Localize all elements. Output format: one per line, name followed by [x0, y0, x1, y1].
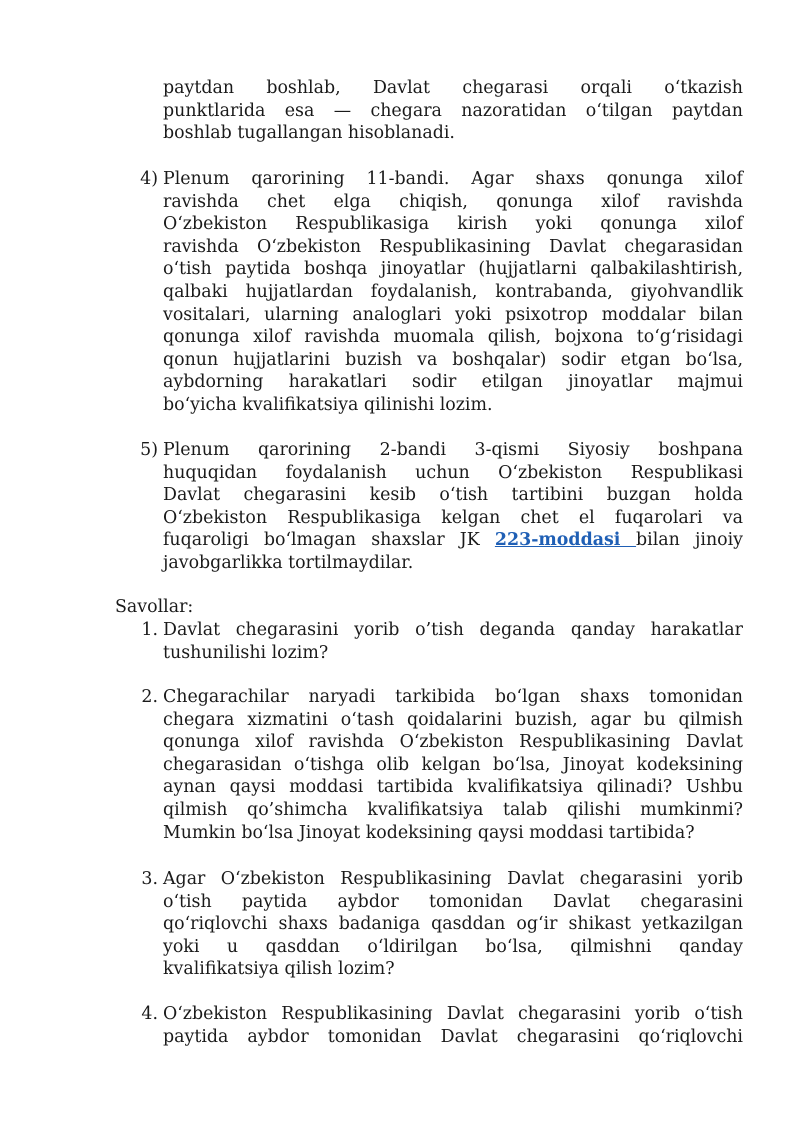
- text-line: chegarasidan o‘tishga olib kelgan bo‘lsa, Jinoyat kodeksining: [163, 754, 743, 775]
- question-number: 1.: [141, 620, 158, 640]
- text-line-with-link: [163, 529, 743, 552]
- text-line: Plenum qarorining 11-bandi. Agar shaxs qonunga xilof: [163, 169, 743, 189]
- text-line: Davlat chegarasini kesib o‘tish tartibini buzgan holda: [163, 485, 743, 506]
- text-line: huquqidan foydalanish uchun O‘zbekiston Respublikasi: [163, 462, 743, 483]
- text-line: O‘zbekiston Respublikasining Davlat chegarasini yorib o‘tish: [163, 1004, 743, 1024]
- questions-heading: Savollar:: [115, 597, 194, 617]
- list-number: 4): [140, 169, 158, 189]
- text-line: boshlab tugallangan hisoblanadi.: [163, 123, 455, 144]
- text-line: Mumkin bo‘lsa Jinoyat kodeksining qaysi moddasi tartibida?: [163, 822, 695, 843]
- list-item-4: [163, 168, 743, 417]
- text-line: yoki u qasddan o‘ldirilgan bo‘lsa, qilmishni qanday: [163, 936, 743, 957]
- list-number: 5): [140, 440, 158, 460]
- text-line: qilmish qo’shimcha kvalifikatsiya talab qilishi mumkinmi?: [163, 799, 743, 820]
- text-line: kvalifikatsiya qilish lozim?: [163, 959, 395, 980]
- question-4: [163, 1003, 743, 1048]
- intro-paragraph: [163, 77, 743, 145]
- text-line: aynan qaysi moddasi tartibida kvalifikatsiya qilinadi? Ushbu: [163, 777, 743, 798]
- text-line: O‘zbekiston Respublikasiga kelgan chet el fuqarolari va: [163, 507, 743, 528]
- text-line: Chegarachilar naryadi tarkibida bo‘lgan shaxs tomonidan: [163, 687, 743, 707]
- question-number: 4.: [141, 1004, 158, 1024]
- text-line: o‘tish paytida aybdor tomonidan Davlat chegarasini: [163, 891, 743, 912]
- text-line: paytida aybdor tomonidan Davlat chegarasini qo‘riqlovchi: [163, 1026, 743, 1047]
- text-line: vositalari, ularning analoglari yoki psixotrop moddalar bilan: [163, 304, 743, 325]
- question-2: [163, 686, 743, 844]
- text-line: chegara xizmatini o‘tash qoidalarini buzish, agar bu qilmish: [163, 709, 743, 730]
- question-number: 3.: [141, 869, 158, 889]
- text-line: Agar O‘zbekiston Respublikasining Davlat chegarasini yorib: [163, 869, 743, 889]
- text-line: ravishda chet elga chiqish, qonunga xilof ravishda: [163, 191, 743, 212]
- text-line: paytdan boshlab, Davlat chegarasi orqali o‘tkazish: [163, 78, 743, 98]
- text-line: javobgarlikka tortilmaydilar.: [163, 552, 414, 573]
- text-line: Plenum qarorining 2-bandi 3-qismi Siyosiy boshpana: [163, 440, 743, 460]
- text-line: qonun hujjatlarini buzish va boshqalar) sodir etgan bo‘lsa,: [163, 349, 743, 370]
- question-3: [163, 868, 743, 981]
- text-line: Davlat chegarasini yorib o’tish deganda qanday harakatlar: [163, 620, 743, 640]
- text-line: qalbaki hujjatlardan foydalanish, kontrabanda, giyohvandlik: [163, 281, 743, 302]
- text-line: punktlarida esa — chegara nazoratidan o‘tilgan paytdan: [163, 100, 743, 121]
- link-prefix: fuqaroligi bo‘lmagan shaxslar JK: [163, 530, 495, 551]
- text-line: qonunga xilof ravishda O‘zbekiston Respublikasining Davlat: [163, 732, 743, 753]
- text-line: qo‘riqlovchi shaxs badaniga qasddan og‘ir shikast yetkazilgan: [163, 914, 743, 935]
- text-line: bo‘yicha kvalifikatsiya qilinishi lozim.: [163, 394, 493, 415]
- text-line: tushunilishi lozim?: [163, 642, 329, 663]
- list-item-5: [163, 439, 743, 575]
- text-line: aybdorning harakatlari sodir etilgan jinoyatlar majmui: [163, 372, 743, 393]
- text-line: O‘zbekiston Respublikasiga kirish yoki qonunga xilof: [163, 214, 743, 235]
- article-223-link[interactable]: 223-moddasi: [494, 530, 637, 551]
- link-suffix: bilan jinoiy: [636, 530, 743, 551]
- question-number: 2.: [141, 687, 158, 707]
- text-line: qonunga xilof ravishda muomala qilish, bojxona to‘g‘risidagi: [163, 327, 743, 348]
- question-1: [163, 619, 743, 664]
- text-line: o‘tish paytida boshqa jinoyatlar (hujjatlarni qalbakilashtirish,: [163, 259, 743, 280]
- text-line: ravishda O‘zbekiston Respublikasining Davlat chegarasidan: [163, 236, 743, 257]
